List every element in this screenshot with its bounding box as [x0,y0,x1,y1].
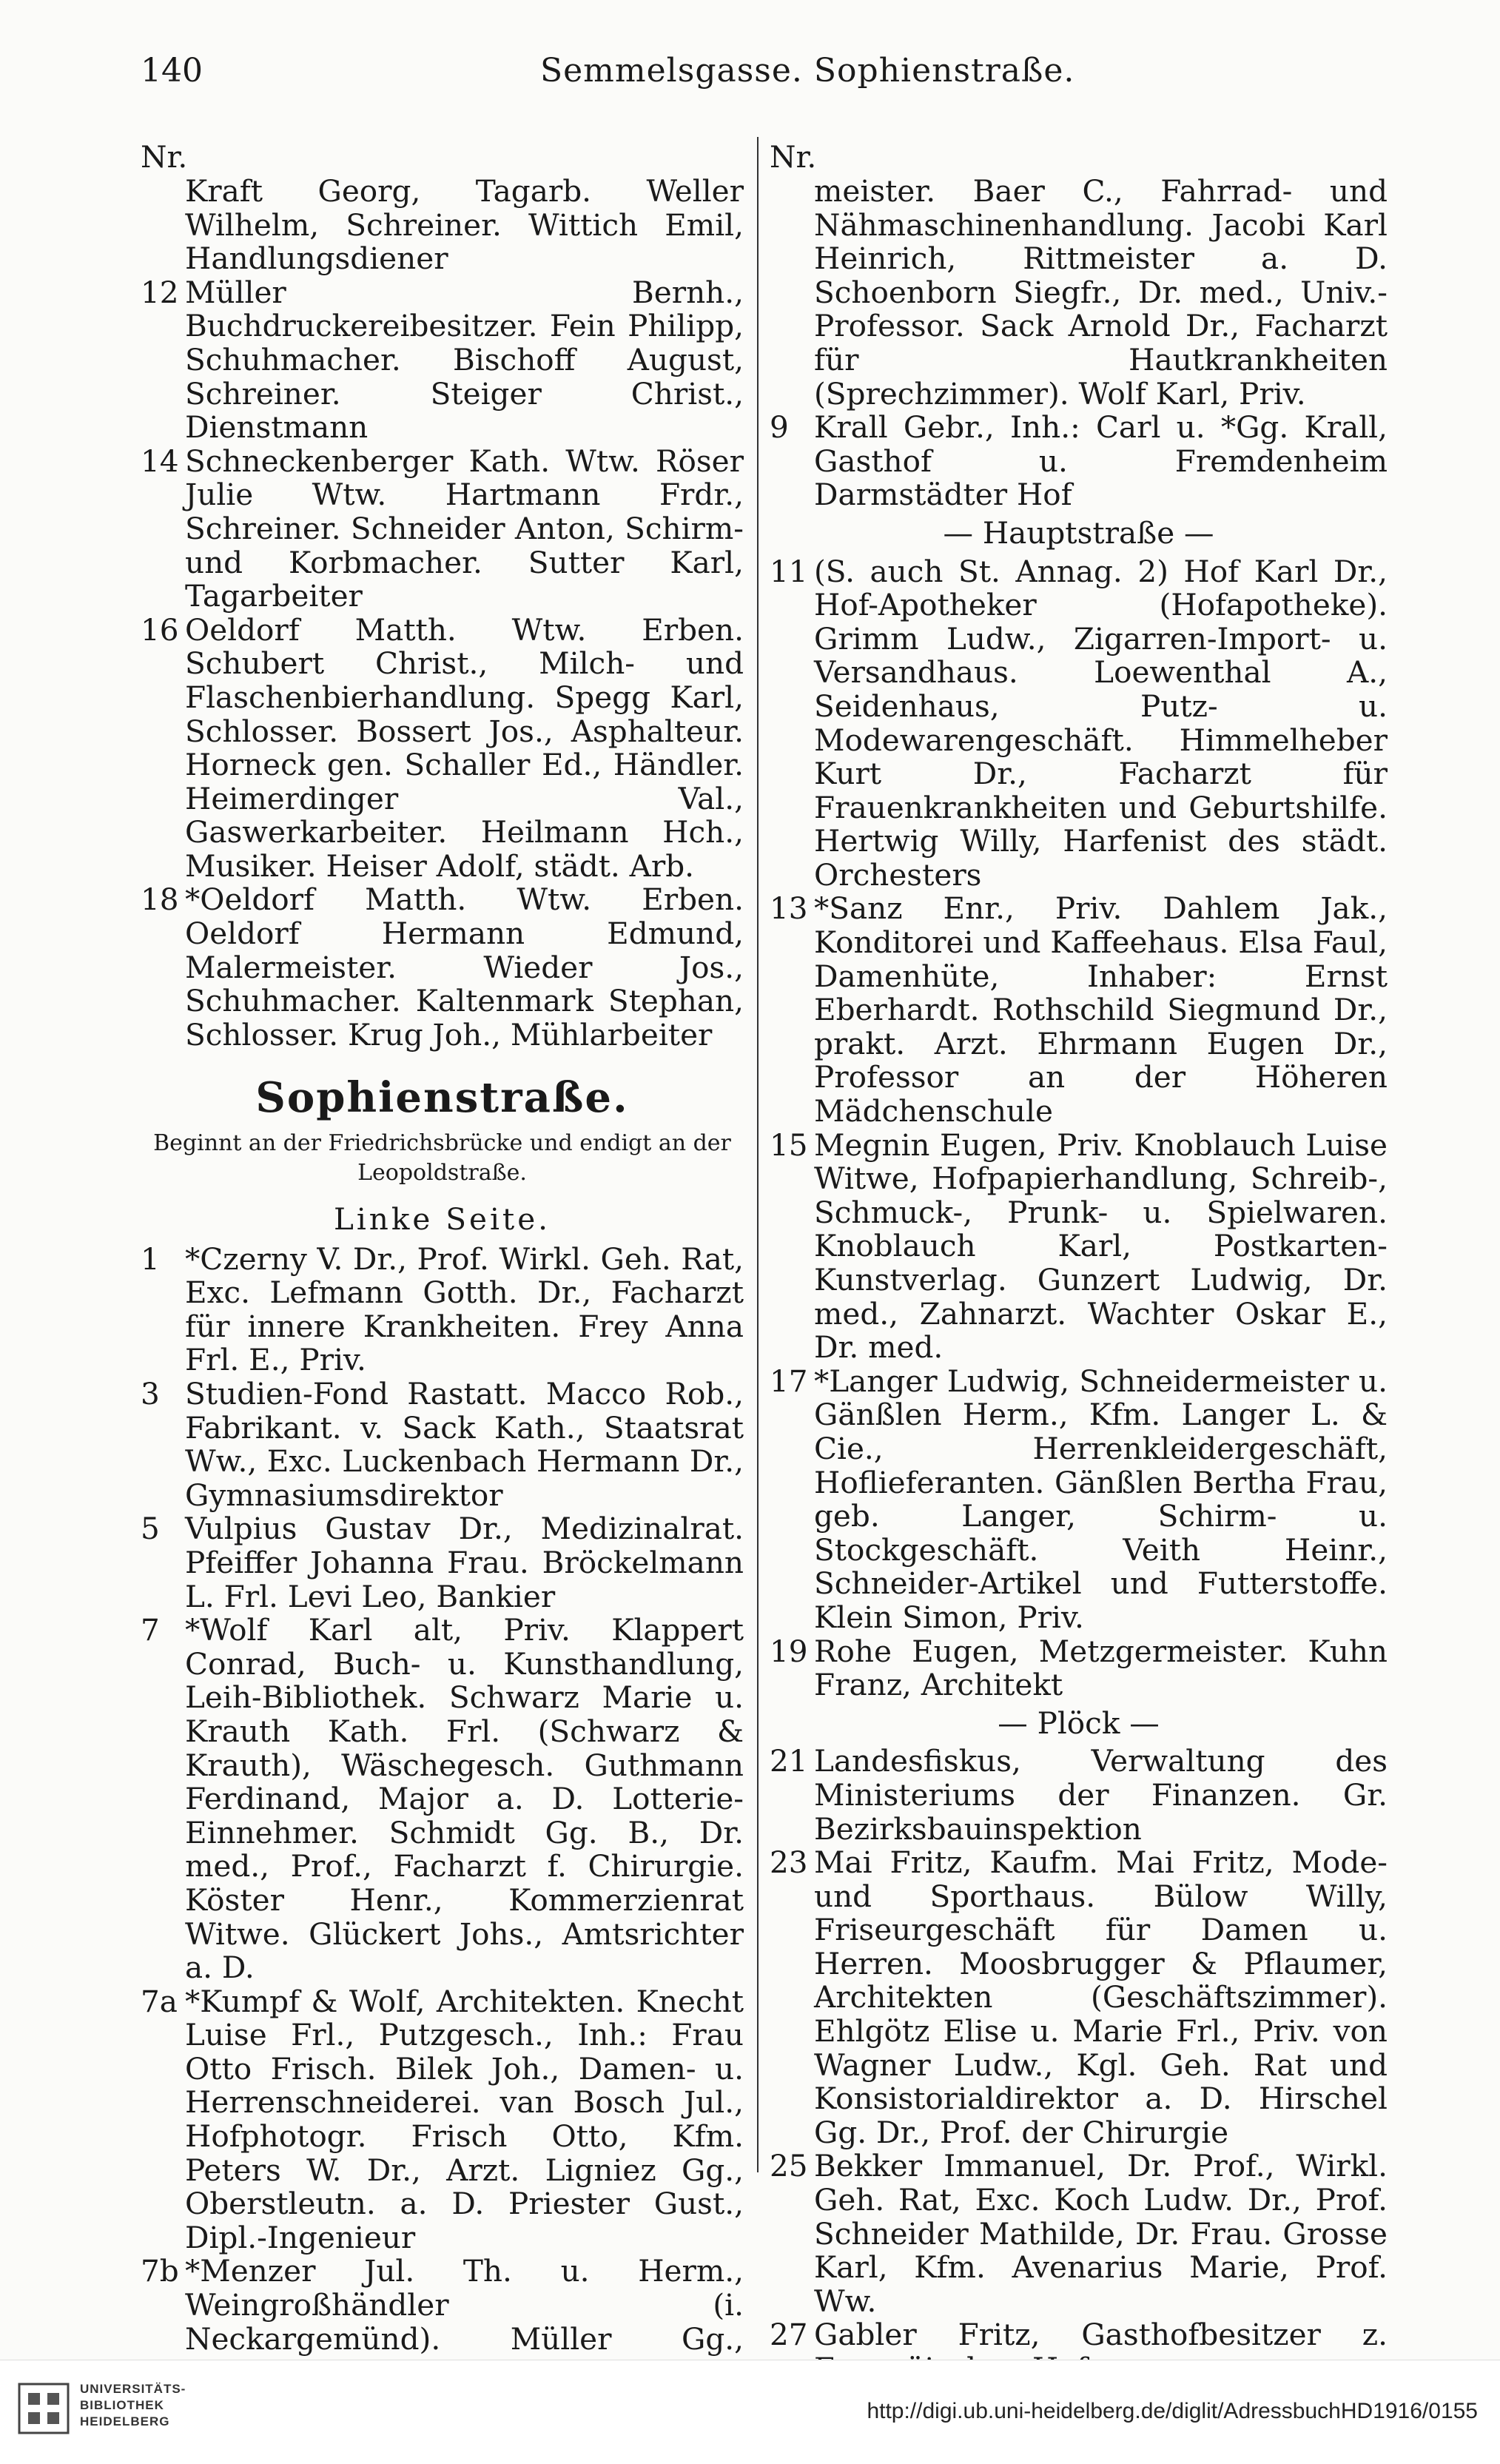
address-entry: 15 Megnin Eugen, Priv. Knoblauch Luise Witwe, Hofpapierhandlung, Schreib-, Schmuck-, Prunk- u. Spielwaren. Knoblauch Karl, Postkarten-Kunstverlag. Gunzert Ludwig, Dr. med., Zahnarzt. Wachter Oskar E., Dr. med. [770,1127,1388,1366]
page-number: 140 [141,52,203,90]
house-number: 16 [141,611,179,648]
house-number: 17 [770,1363,808,1399]
column-divider [757,137,759,2172]
house-number: 19 [770,1633,808,1669]
cross-street-heading: — Hauptstraße — [943,514,1214,551]
house-number: 12 [141,274,179,310]
house-number: 13 [770,890,808,927]
right-column [770,141,1388,2386]
address-entry: 7b *Menzer Jul. Th. u. Herm., Weingroßhändler (i. Neckargemünd). Müller Gg., [141,2255,744,2389]
address-entry: 18 *Oeldorf Matth. Wtw. Erben. Oeldorf Hermann Edmund, Malermeister. Wieder Jos., Schuhmacher. Kaltenmark Stephan, Schlosser. Krug Joh., Mühlarbeiter [141,882,744,1053]
house-number: 3 [141,1376,160,1411]
address-entry: 27 Gabler Fritz, Gasthofbesitzer z. [770,2318,1388,2386]
running-head [141,52,1456,96]
house-number: 1 [141,1241,160,1277]
cross-street-heading: — Plöck — [998,1705,1160,1741]
address-entry: 7a *Kumpf & Wolf, Architekten. Knecht Luise Frl., Putzgesch., Inh.: Frau Otto Frisch. Bilek Joh., Damen- u. Herrenschneiderei. van Bosch Jul., Hofphotogr. Frisch Otto, Kfm. Peters W. Dr., Arzt. Ligniez Gg., Oberstleutn. a. D. Priester Gust., Dipl.-Ingenieur [141,1983,744,2255]
address-entry: 3 Studien-Fond Rastatt. Macco Rob., Fabrikant. v. Sack Kath., Staatsrat Ww., Exc. Luckenbach Hermann Dr., Gymnasiumsdirektor [141,1376,744,1513]
house-number: 7 [141,1612,160,1648]
nr-label: Nr. [141,139,188,175]
house-number: 27 [770,2317,808,2353]
nr-label: Nr. [770,139,817,175]
house-number: 9 [770,409,789,446]
address-entry: 9 Krall Gebr., Inh.: Carl u. *Gg. Krall, Gasthof u. Fremdenheim Darmstädter Hof [770,409,1388,513]
house-number: 23 [770,1844,808,1881]
street-title: Sophienstraße. [255,1073,629,1123]
source-url-link[interactable]: http://digi.ub.uni-heidelberg.de/diglit/AdressbuchHD1916/0155 [867,2399,1478,2423]
address-entry: 1 *Czerny V. Dr., Prof. Wirkl. Geh. Rat, Exc. Lefmann Gotth. Dr., Facharzt für innere Krankheiten. Frey Anna Frl. E., Priv. [141,1241,744,1378]
address-entry: 16 Oeldorf Matth. Wtw. Erben. Schubert Christ., Milch- und Flaschenbierhandlung. Spegg Karl, Schlosser. Bossert Jos., Asphalteur. Horneck gen. Schaller Ed., Händler. Heimerdinger Val., Gaswerkarbeiter. Heilmann Hch., Musiker. Heiser Adolf, städt. Arb. [141,611,744,884]
address-entry: 7 *Wolf Karl alt, Priv. Klappert Conrad, Buch- u. Kunsthandlung, Leih-Bibliothek. Schwarz Marie u. Krauth Kath. Frl. (Schwarz & Krauth), Wäschegesch. Guthmann Ferdinand, Major a. D. Lotterie-Einnehmer. Schmidt Gg. B., Dr. med., Prof., Facharzt f. Chirurgie. Köster Henr., Kommerzienrat Witwe. Glückert Johs., Amtsrichter a. D. [141,1612,744,1986]
house-number: 11 [770,553,808,589]
address-entry: 21 Landesfiskus, Verwaltung des Ministeriums der Finanzen. Gr. Bezirksbauinspektion [770,1743,1388,1847]
address-entry: meister. Baer C., Fahrrad- und Nähmaschinenhandlung. Jacobi Karl Heinrich, Rittmeister a. D. Schoenborn Siegfr., Dr. med., Univ.-Professor. Sack Arnold Dr., Facharzt für Hautkrankheiten (Sprechzimmer). Wolf Karl, Priv. [814,173,1388,412]
left-column [141,141,744,2390]
library-name: UNIVERSITÄTS- BIBLIOTHEK HEIDELBERG [80,2382,186,2428]
address-entry: 23 Mai Fritz, Kaufm. Mai Fritz, Mode- und Sporthaus. Bülow Willy, Friseurgeschäft für Damen u. Herren. Moosbrugger & Pflaumer, Architekten (Geschäftszimmer). Ehlgötz Elise u. Marie Frl., Priv. von Wagner Ludw., Kgl. Geh. Rat und Konsistorialdirektor a. D. Hirschel Gg. Dr., Prof. der Chirurgie [770,1844,1388,2150]
house-number: 7b [141,2253,179,2289]
address-entry: 5 Vulpius Gustav Dr., Medizinalrat. Pfeiffer Johanna Frau. Bröckelmann L. Frl. Levi Leo, Bankier [141,1511,744,1614]
address-entry: 19 Rohe Eugen, Metzgermeister. Kuhn Franz, Architekt [770,1633,1388,1703]
address-entry: 17 *Langer Ludwig, Schneidermeister u. Gänßlen Herm., Kfm. Langer L. & Cie., Herrenkleidergeschäft, Hoflieferanten. Gänßlen Bertha Frau, geb. Langer, Schirm- u. Stockgeschäft. Veith Heinr., Schneider-Artikel und Futterstoffe. Klein Simon, Priv. [770,1363,1388,1635]
house-number: 21 [770,1743,808,1779]
address-entry: 13 *Sanz Enr., Priv. Dahlem Jak., Konditorei und Kaffeehaus. Elsa Faul, Damenhüte, Inhaber: Ernst Eberhardt. Rothschild Siegmund Dr., prakt. Arzt. Ehrmann Eugen Dr., Professor an der Höheren Mädchenschule [770,890,1388,1129]
house-number: 15 [770,1127,808,1163]
address-entry: 25 Bekker Immanuel, Dr. Prof., Wirkl. Geh. Rat, Exc. Koch Ludw. Dr., Prof. Schneider Mathilde, Dr. Frau. Grosse Karl, Kfm. Avenarius Marie, Prof. Ww. [770,2148,1388,2319]
side-label: Linke Seite. [333,1201,551,1238]
address-entry: 14 Schneckenberger Kath. Wtw. Röser Julie Wtw. Hartmann Frdr., Schreiner. Schneider Anton, Schirm- und Korbmacher. Sutter Karl, Tagarbeiter [141,443,744,614]
house-number: 5 [141,1511,160,1547]
address-entry: 11 (S. auch St. Annag. 2) Hof Karl Dr., Hof-Apotheker (Hofapotheke). Grimm Ludw., Zigarren-Import- u. Versandhaus. Loewenthal A., Seidenhaus, Putz- u. Modewarengeschäft. Himmelheber Kurt Dr., Facharzt für Frauenkrankheiten und Geburtshilfe. Hertwig Willy, Harfenist des städt. Orchesters [770,553,1388,893]
address-entry: 12 Müller Bernh., Buchdruckereibesitzer. Fein Philipp, Schuhmacher. Bischoff August, Schreiner. Steiger Christ., Dienstmann [141,274,744,446]
house-number: 14 [141,443,179,479]
house-number: 18 [141,882,179,918]
house-number: 25 [770,2148,808,2184]
page-heading: Semmelsgasse. Sophienstraße. [540,52,1075,90]
street-description: Beginnt an der Friedrichsbrücke und endigt an der Leopoldstraße. [153,1130,731,1186]
library-logo-icon [18,2383,70,2434]
footer-bar [0,2360,1500,2464]
house-number: 7a [141,1983,178,2019]
address-entry: Kraft Georg, Tagarb. Weller Wilhelm, Schreiner. Wittich Emil, Handlungsdiener [185,173,744,277]
